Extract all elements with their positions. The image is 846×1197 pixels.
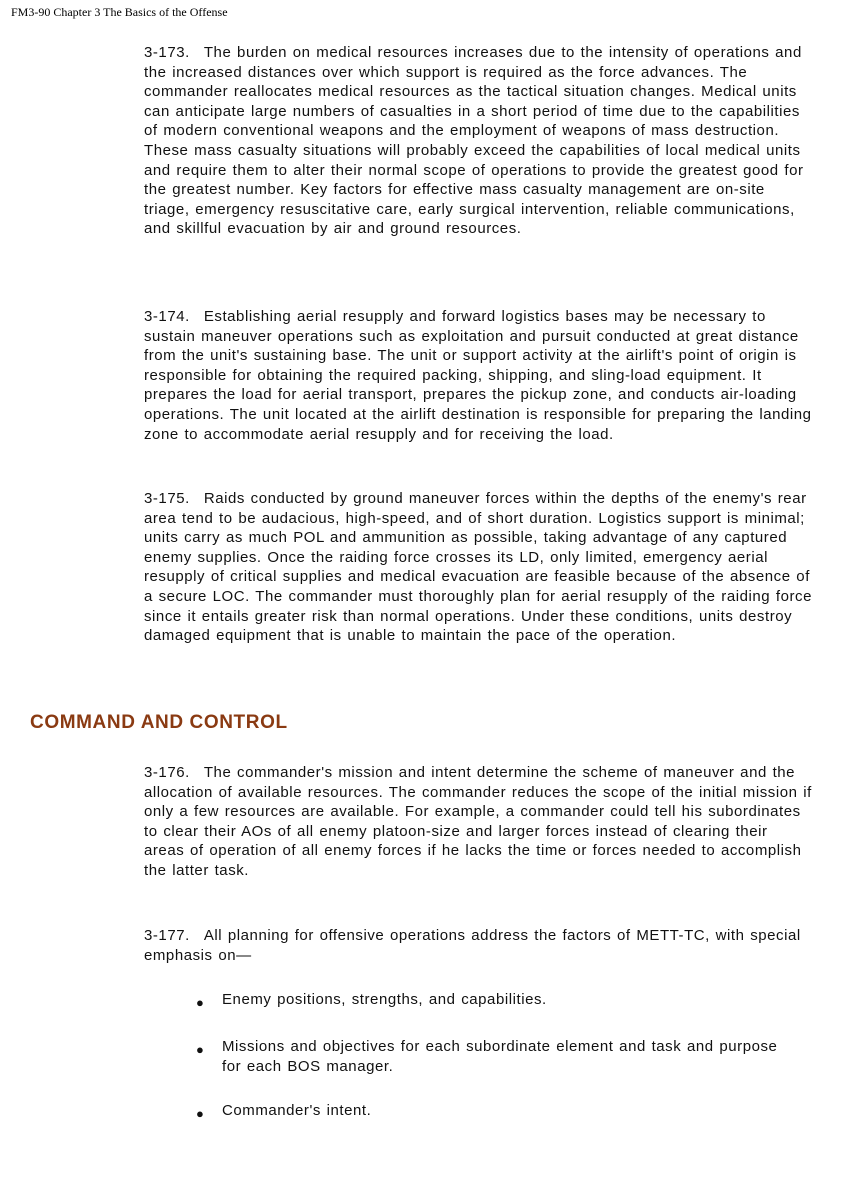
bullet-item	[196, 1037, 796, 1076]
running-header: FM3-90 Chapter 3 The Basics of the Offense	[11, 5, 228, 19]
paragraph-text: All planning for offensive operations address the factors of METT-TC, with special emphasis on—	[144, 927, 801, 964]
bullet-text: Enemy positions, strengths, and capabilities.	[222, 991, 547, 1008]
section-heading-command-and-control: COMMAND AND CONTROL	[30, 712, 288, 733]
paragraph-text: Raids conducted by ground maneuver forces within the depths of the enemy's rear area tend to be audacious, high-speed, and of short duration. Logistics support is minimal; units carry as much POL and ammunition as possible, taking advantage of any captured enemy supplies. Once the raiding force crosses its LD, only limited, emergency aerial resupply of critical supplies and medical evacuation are feasible because of the absence of a secure LOC. The commander must thoroughly plan for aerial resupply of the raiding force since it entails greater risk than normal operations. Under these conditions, units destroy damaged equipment that is unable to maintain the pace of the operation.	[144, 490, 812, 645]
paragraph-text: Establishing aerial resupply and forward logistics bases may be necessary to sustain maneuver operations such as exploitation and pursuit conducted at great distance from the unit's sustaining base. The unit or support activity at the airlift's point of origin is responsible for obtaining the required packing, shipping, and sling-load equipment. It prepares the load for aerial transport, prepares the pickup zone, and conducts air-loading operations. The unit located at the airlift destination is responsible for preparing the landing zone to accommodate aerial resupply and for receiving the load.	[144, 308, 812, 443]
paragraph-3-173	[144, 43, 812, 239]
bullet-dot-icon: ●	[196, 1042, 205, 1057]
paragraph-number: 3-175.	[144, 490, 190, 507]
paragraph-3-177	[144, 926, 812, 965]
paragraph-text: The burden on medical resources increases due to the intensity of operations and the increased distances over which support is required as the force advances. The commander reallocates medical resources as the tactical situation changes. Medical units can anticipate large numbers of casualties in a short period of time due to the capabilities of modern conventional weapons and the employment of weapons of mass destruction. These mass casualty situations will probably exceed the capabilities of local medical units and require them to alter their normal scope of operations to provide the greatest good for the greatest number. Key factors for effective mass casualty management are on-site triage, emergency resuscitative care, early surgical intervention, reliable communications, and skillful evacuation by air and ground resources.	[144, 44, 804, 238]
bullet-text: Missions and objectives for each subordinate element and task and purpose for each BOS manager.	[222, 1038, 778, 1075]
paragraph-number: 3-177.	[144, 927, 190, 944]
paragraph-3-175	[144, 489, 812, 646]
paragraph-3-174	[144, 307, 812, 444]
bullet-dot-icon: ●	[196, 1106, 205, 1121]
bullet-dot-icon: ●	[196, 995, 205, 1010]
bullet-item	[196, 1101, 796, 1121]
paragraph-text: The commander's mission and intent determine the scheme of maneuver and the allocation of available resources. The commander reduces the scope of the initial mission if only a few resources are available. For example, a commander could tell his subordinates to clear their AOs of all enemy platoon-size and larger forces instead of clearing their areas of operation of all enemy forces if he lacks the time or forces needed to accomplish the latter task.	[144, 764, 812, 879]
paragraph-number: 3-174.	[144, 308, 190, 325]
bullet-item	[196, 990, 796, 1010]
paragraph-number: 3-176.	[144, 764, 190, 781]
bullet-text: Commander's intent.	[222, 1102, 372, 1119]
paragraph-3-176	[144, 763, 812, 881]
paragraph-number: 3-173.	[144, 44, 190, 61]
